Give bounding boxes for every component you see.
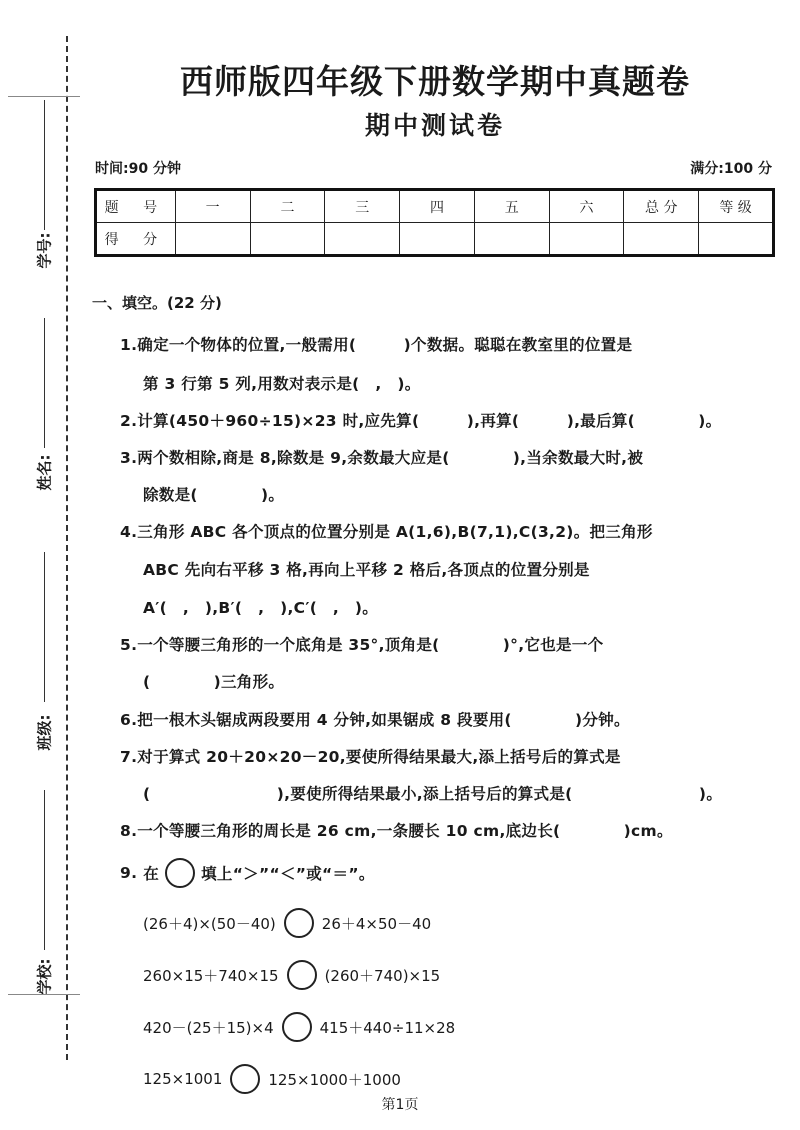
- score-table: [94, 188, 775, 257]
- question-text: 三角形 ABC 各个顶点的位置分别是 A(1,6),B(7,1),C(3,2)。把三角形: [137, 523, 653, 541]
- table-header-cell: 五: [474, 190, 549, 223]
- question-text: 在: [143, 865, 160, 883]
- name-label: 姓名:: [35, 454, 54, 491]
- student-id-label: 学号:: [35, 232, 54, 269]
- school-underline: [44, 790, 45, 950]
- page-subtitle: 期中测试卷: [364, 111, 505, 140]
- comparison-row: [143, 960, 440, 990]
- question-text: 填上“＞”“＜”或“＝”。: [201, 865, 375, 883]
- table-header-cell: 六: [549, 190, 624, 223]
- comparison-row: [143, 1012, 455, 1042]
- question-number: 6.: [120, 711, 138, 729]
- score-table-header-row: [96, 190, 774, 223]
- comparison-row: [143, 908, 431, 938]
- question-number: 8.: [120, 822, 138, 840]
- question-5: [120, 633, 780, 655]
- comparison-right: (260＋740)×15: [324, 966, 441, 985]
- score-cell[interactable]: [175, 223, 250, 256]
- name-underline: [44, 318, 45, 448]
- table-header-cell: 四: [400, 190, 475, 223]
- comparison-row: [143, 1064, 401, 1094]
- comparison-answer-circle[interactable]: [287, 960, 317, 990]
- student-id-underline: [44, 100, 45, 230]
- question-number: 5.: [120, 636, 138, 654]
- question-2: [120, 409, 780, 431]
- question-3-line-2: 除数是( )。: [143, 486, 285, 504]
- comparison-right: 125×1000＋1000: [268, 1070, 401, 1089]
- score-cell[interactable]: [699, 223, 774, 256]
- question-4-line-3: A′( , ),B′( , ),C′( , )。: [143, 599, 379, 617]
- full-score: 满分:100 分: [690, 161, 772, 177]
- comparison-right: 26＋4×50－40: [321, 914, 432, 933]
- table-header-cell: 二: [250, 190, 325, 223]
- question-9: [120, 858, 780, 888]
- exam-time: 时间:90 分钟: [95, 161, 181, 177]
- question-text: 一个等腰三角形的一个底角是 35°,顶角是( )°,它也是一个: [137, 636, 604, 654]
- question-text: 对于算式 20＋20×20－20,要使所得结果最大,添上括号后的算式是: [137, 748, 621, 766]
- question-6: [120, 708, 780, 730]
- comparison-answer-circle[interactable]: [282, 1012, 312, 1042]
- table-header-cell: 三: [325, 190, 400, 223]
- question-text: 确定一个物体的位置,一般需用( )个数据。聪聪在教室里的位置是: [137, 336, 633, 354]
- score-cell[interactable]: [400, 223, 475, 256]
- school-label: 学校:: [35, 958, 54, 995]
- class-underline: [44, 552, 45, 702]
- comparison-left: (26＋4)×(50－40): [143, 914, 276, 933]
- score-cell[interactable]: [474, 223, 549, 256]
- question-number: 7.: [120, 748, 138, 766]
- question-1-line-2: 第 3 行第 5 列,用数对表示是( , )。: [143, 375, 421, 393]
- question-number: 3.: [120, 449, 138, 467]
- question-text: 一个等腰三角形的周长是 26 cm,一条腰长 10 cm,底边长( )cm。: [137, 822, 673, 840]
- question-number: 4.: [120, 523, 138, 541]
- question-text: 把一根木头锯成两段要用 4 分钟,如果锯成 8 段要用( )分钟。: [137, 711, 630, 729]
- question-5-line-2: ( )三角形。: [143, 673, 285, 691]
- question-3: [120, 446, 780, 468]
- score-cell[interactable]: [549, 223, 624, 256]
- comparison-answer-circle[interactable]: [230, 1064, 260, 1094]
- comparison-left: 260×15＋740×15: [143, 966, 279, 985]
- comparison-left: 125×1001: [143, 1070, 223, 1088]
- comparison-left: 420－(25＋15)×4: [143, 1018, 274, 1037]
- page-title: 西师版四年级下册数学期中真题卷: [180, 62, 690, 101]
- question-4-line-2: ABC 先向右平移 3 格,再向上平移 2 格后,各顶点的位置分别是: [143, 561, 590, 579]
- page-number: 第1页: [381, 1097, 419, 1113]
- score-cell[interactable]: [325, 223, 400, 256]
- table-header-cell: 一: [175, 190, 250, 223]
- comparison-right: 415＋440÷11×28: [319, 1018, 456, 1037]
- section-heading: 一、填空。(22 分): [92, 294, 222, 312]
- table-header-cell: 题 号: [96, 190, 176, 223]
- score-row-label: 得 分: [96, 223, 176, 256]
- score-table-score-row: [96, 223, 774, 256]
- question-7: [120, 745, 780, 767]
- question-number: 1.: [120, 336, 138, 354]
- comparison-answer-circle[interactable]: [284, 908, 314, 938]
- question-1: [120, 333, 780, 355]
- answer-circle-icon: [165, 858, 195, 888]
- class-label: 班级:: [35, 714, 54, 751]
- table-header-cell: 总 分: [624, 190, 699, 223]
- question-8: [120, 819, 780, 841]
- binding-dashed-line: [66, 36, 68, 1060]
- score-cell[interactable]: [250, 223, 325, 256]
- question-number: 2.: [120, 412, 138, 430]
- margin-divider: [8, 994, 80, 995]
- score-cell[interactable]: [624, 223, 699, 256]
- question-text: 两个数相除,商是 8,除数是 9,余数最大应是( ),当余数最大时,被: [137, 449, 644, 467]
- margin-divider: [8, 96, 80, 97]
- question-text: 计算(450＋960÷15)×23 时,应先算( ),再算( ),最后算( )。: [137, 412, 722, 430]
- question-number: 9.: [120, 864, 138, 882]
- table-header-cell: 等 级: [699, 190, 774, 223]
- question-7-line-2: ( ),要使所得结果最小,添上括号后的算式是( )。: [143, 785, 723, 803]
- question-4: [120, 520, 780, 542]
